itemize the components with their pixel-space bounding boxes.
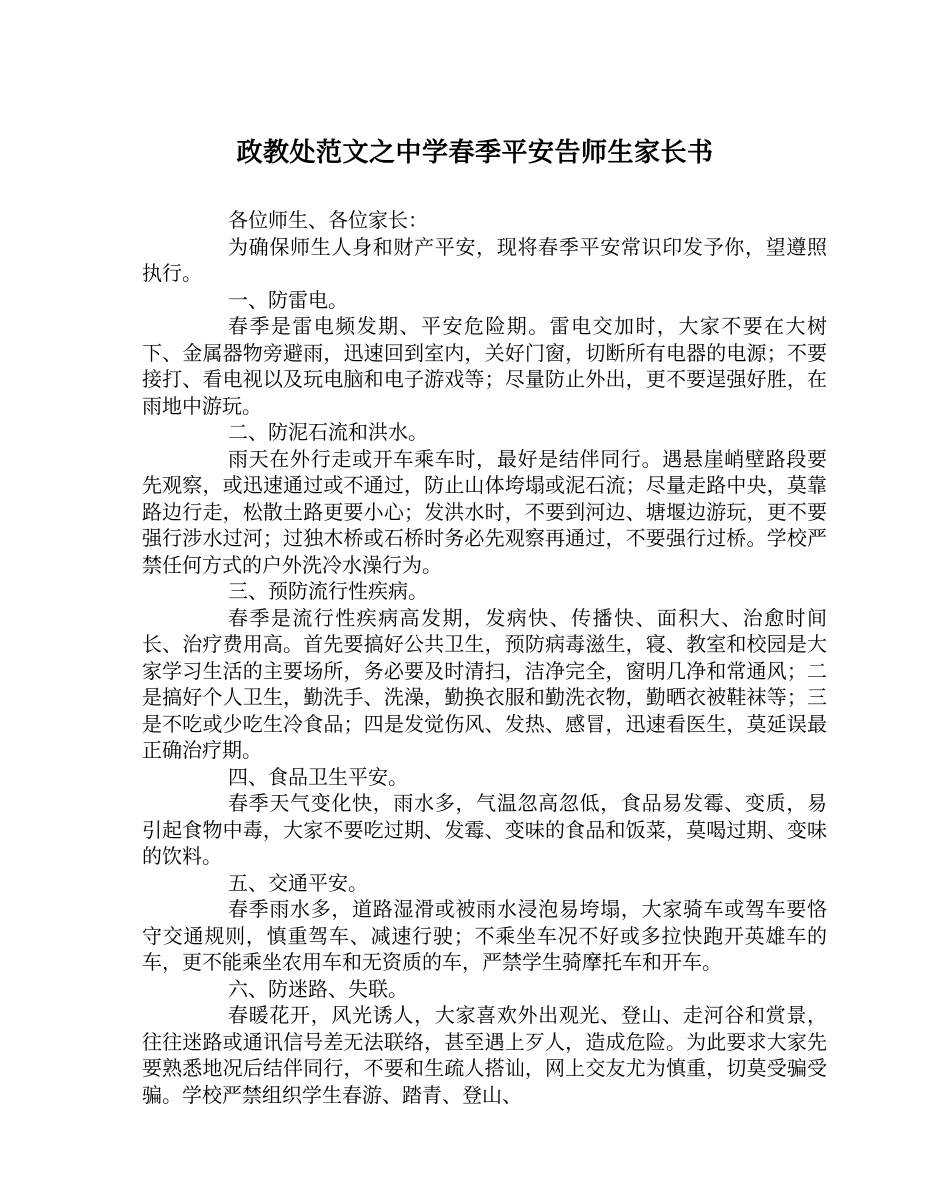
section-heading-lightning: 一、防雷电。 xyxy=(228,287,348,312)
section-body-traffic: 春季雨水多，道路湿滑或被雨水浸泡易垮塌，大家骑车或驾车要恪守交通规则，慎重驾车、减速行驶；不乘坐车况不好或多拉快跑开英雄车的车，更不能乘坐农用车和无资质的车，严禁学生骑摩托车和开车。 xyxy=(142,897,827,974)
section-body-getting-lost: 春暖花开，风光诱人，大家喜欢外出观光、登山、走河谷和赏景，往往迷路或通讯信号差无法联络，甚至遇上歹人，造成危险。为此要求大家先要熟悉地况后结伴同行，不要和生疏人搭讪，网上交友尤为慎重，切莫受骗受骗。学校严禁组织学生春游、踏青、登山、 xyxy=(142,1003,827,1107)
section-heading-flood: 二、防泥石流和洪水。 xyxy=(228,420,428,444)
section-heading-food: 四、食品卫生平安。 xyxy=(228,764,408,789)
section-body-lightning: 春季是雷电频发期、平安危险期。雷电交加时，大家不要在大树下、金属器物旁避雨，迅速回到室内，关好门窗，切断所有电器的电源；不要接打、看电视以及玩电脑和电子游戏等；尽量防止外出，更不要逞强好胜，在雨地中游玩。 xyxy=(142,314,827,418)
section-heading-traffic: 五、交通平安。 xyxy=(228,870,368,895)
document-title: 政教处范文之中学春季平安告师生家长书 xyxy=(236,138,714,168)
intro-paragraph: 为确保师生人身和财产平安，现将春季平安常识印发予你，望遵照执行。 xyxy=(142,234,827,285)
section-heading-getting-lost: 六、防迷路、失联。 xyxy=(228,976,408,1001)
document-body xyxy=(142,207,827,1108)
greeting-paragraph: 各位师生、各位家长： xyxy=(228,208,428,232)
section-body-food: 春季天气变化快，雨水多，气温忽高忽低，食品易发霉、变质，易引起食物中毒，大家不要吃过期、发霉、变味的食品和饭菜，莫喝过期、变味的饮料。 xyxy=(142,791,827,868)
section-heading-disease: 三、预防流行性疾病。 xyxy=(228,579,428,603)
section-body-disease: 春季是流行性疾病高发期，发病快、传播快、面积大、治愈时间长、治疗费用高。首先要搞好公共卫生，预防病毒滋生，寝、教室和校园是大家学习生活的主要场所，务必要及时清扫，洁净完全，窗明几净和常通风；二是搞好个人卫生，勤洗手、洗澡，勤换衣服和勤洗衣物，勤晒衣被鞋袜等；三是不吃或少吃生冷食品；四是发觉伤风、发热、感冒，迅速看医生，莫延误最正确治疗期。 xyxy=(142,605,827,762)
section-body-flood: 雨天在外行走或开车乘车时，最好是结伴同行。遇悬崖峭壁路段要先观察，或迅速通过或不通过，防止山体垮塌或泥石流；尽量走路中央，莫靠路边行走，松散土路更要小心；发洪水时，不要到河边、塘堰边游玩，更不要强行涉水过河；过独木桥或石桥时务必先观察再通过，不要强行过桥。学校严禁任何方式的户外洗冷水澡行为。 xyxy=(142,446,827,577)
